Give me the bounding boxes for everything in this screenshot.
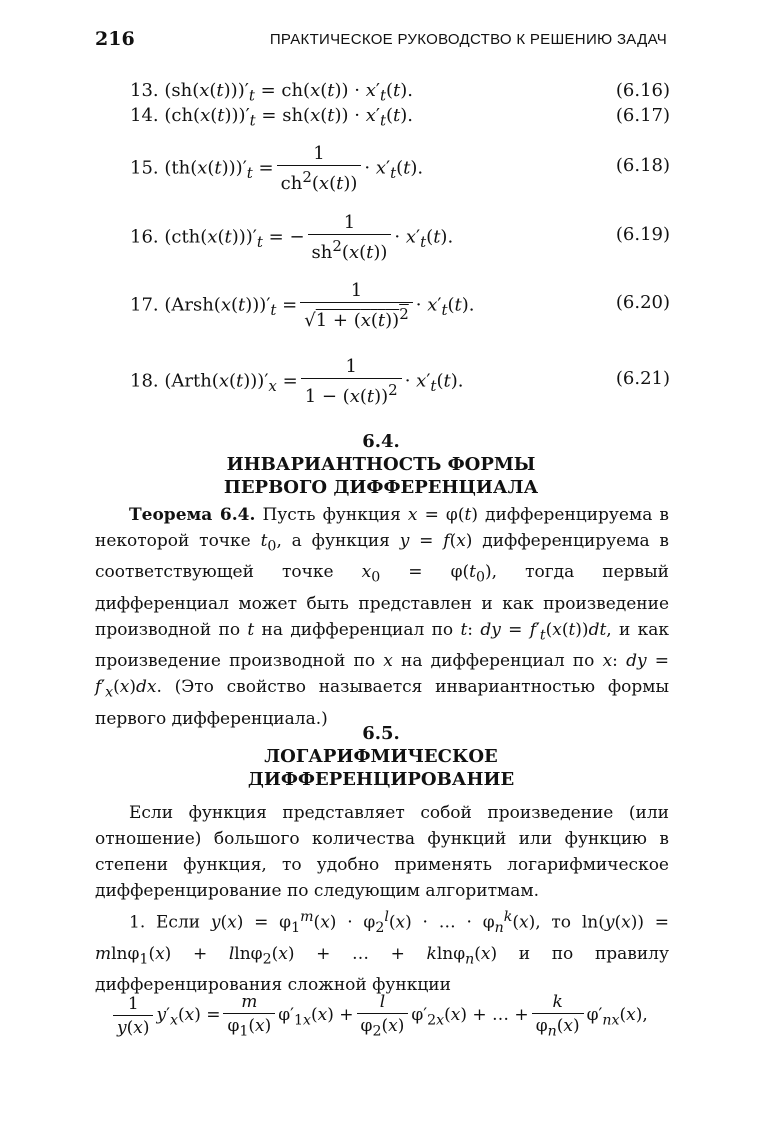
log-diff-rule-1: 1. Если $y(x) = \varphi_1^m(x) \cdot \varphi_2^l(x)$ · … · $\varphi_n^k(x)$, то ln(y(x)) = mlnφ$_1$(x) + llnφ$_2$(x) + … + klnφ$_n$(x) и по правилу дифференцирования сложной функции (95, 909, 669, 996)
page-number: 216 (95, 28, 135, 50)
formula-number: (6.18) (615, 155, 670, 176)
section-6-5-heading (95, 722, 667, 791)
formula-number: (6.17) (615, 105, 670, 126)
log-diff-intro (95, 800, 669, 904)
section-title-line: ПЕРВОГО ДИФФЕРЕНЦИАЛА (223, 477, 539, 498)
formula-number: (6.20) (615, 292, 670, 313)
formula-16: 16. $(cth(x(t)))'_t$ = − $\frac{1}{sh^2(x(t))}$ · $x'_t(t)$. (6.19) (130, 212, 670, 263)
book-page: 216 ПРАКТИЧЕСКОЕ РУКОВОДСТВО К РЕШЕНИЮ ЗАДАЧ 13. $(sh(x(t)))'_t = ch(x(t)) \cdot x'_t(t)$. (6.16) 14. $(ch(x(t)))'_t = sh(x(t)) \cdot x'_t(t)$. (6.17) 15. $(th(x(t)))'_t$ = $\frac{1}{ch^2(x(t))}$ · $x'_t(t)$. (6.18) 16. $(cth(x(t)))'_t$ = − $\frac{1}{sh^2(x(t))}$ · $x'_t(t)$. (6.19) 17. $(Arsh(x(t)))'_t$ = $\frac{1}{√1 + (x(t))^2}$ · $x'_t(t)$. (6.20) 18. $(Arth(x(t)))'_x$ = $\frac{1}{1 - (x(t))^2}$ · $x'_t(t)$. (6.21) 6.4. ИНВАРИАНТНОСТЬ ФОРМЫ ПЕРВОГО ДИФФЕРЕНЦИАЛА Теорема 6.4. Пусть функция x = φ(t) дифференцируема в некоторой точке $t_0$, а функция y = f(x) дифференцируема в соответствующей точке $x_0 = \varphi(t_0)$, тогда первый дифференциал может быть представлен и как произведение производной по t на дифференциал по t: dy = $f'_t(x(t))dt$, и как произведение производной по x на дифференциал по x: dy = $f'_x(x)dx$. (Это свойство называется инвариантностью формы первого дифференциала.) 6.5. ЛОГАРИФМИЧЕСКОЕ ДИФФЕРЕНЦИРОВАНИЕ Если функция представляет собой произведение (или отношение) большого количества функций или функцию в степени функция, то удобно применять логарифмическое дифференцирование по следующим алгоритмам. 1. Если $y(x) = \varphi_1^m(x) \cdot \varphi_2^l(x)$ · … · $\varphi_n^k(x)$, то ln(y(x)) = mlnφ$_1$(x) + llnφ$_2$(x) + … + klnφ$_n$(x) и по правилу дифференцирования сложной функции $\frac{1}{y(x)}$ $y'_x(x)$ = $\frac{m}{\varphi_1(x)}$ $\varphi'_{1x}(x)$ + $\frac{l}{\varphi_2(x)}$ $\varphi'_{2x}(x)$ + … + $\frac{k}{\varphi_n(x)}$ $\varphi'_{nx}(x)$, (95, 28, 670, 1040)
section-title-line: ЛОГАРИФМИЧЕСКОЕ (264, 746, 498, 767)
formula-number: (6.16) (615, 80, 670, 101)
intro-text: Если функция представляет собой произведение (или отношение) большого количества функций или функцию в степени функция, то удобно применять логарифмическое дифференцирование по следующим алгоритмам. (95, 803, 669, 901)
formula-15: 15. $(th(x(t)))'_t$ = $\frac{1}{ch^2(x(t))}$ · $x'_t(t)$. (6.18) (130, 143, 670, 194)
running-title: ПРАКТИЧЕСКОЕ РУКОВОДСТВО К РЕШЕНИЮ ЗАДАЧ (269, 31, 667, 48)
formula-number: (6.19) (615, 224, 670, 245)
formula-number: (6.21) (615, 368, 670, 389)
section-number: 6.5. (362, 723, 400, 744)
section-title-line: ИНВАРИАНТНОСТЬ ФОРМЫ (226, 454, 536, 475)
theorem-6-4: Теорема 6.4. Пусть функция x = φ(t) дифференцируема в некоторой точке $t_0$, а функция y = f(x) дифференцируема в соответствующей точке $x_0 = \varphi(t_0)$, тогда первый дифференциал может быть представлен и как произведение производной по t на дифференциал по t: dy = $f'_t(x(t))dt$, и как произведение производной по x на дифференциал по x: dy = $f'_x(x)dx$. (Это свойство называется инвариантностью формы первого дифференциала.) (95, 505, 670, 729)
section-6-4-heading (95, 430, 667, 499)
section-title-line: ДИФФЕРЕНЦИРОВАНИЕ (247, 769, 515, 790)
section-number: 6.4. (362, 431, 400, 452)
page-header (95, 28, 667, 54)
formula-log-derivative: $\frac{1}{y(x)}$ $y'_x(x)$ = $\frac{m}{\varphi_1(x)}$ $\varphi'_{1x}(x)$ + $\frac{l}{\varphi_2(x)}$ $\varphi'_{2x}(x)$ + … + $\frac{k}{\varphi_n(x)}$ $\varphi'_{nx}(x)$, (110, 992, 648, 1039)
formula-18: 18. $(Arth(x(t)))'_x$ = $\frac{1}{1 - (x(t))^2}$ · $x'_t(t)$. (6.21) (130, 356, 670, 407)
theorem-label: Теорема 6.4. (129, 505, 256, 525)
formula-17: 17. $(Arsh(x(t)))'_t$ = $\frac{1}{√1 + (x(t))^2}$ · $x'_t(t)$. (6.20) (130, 280, 670, 331)
